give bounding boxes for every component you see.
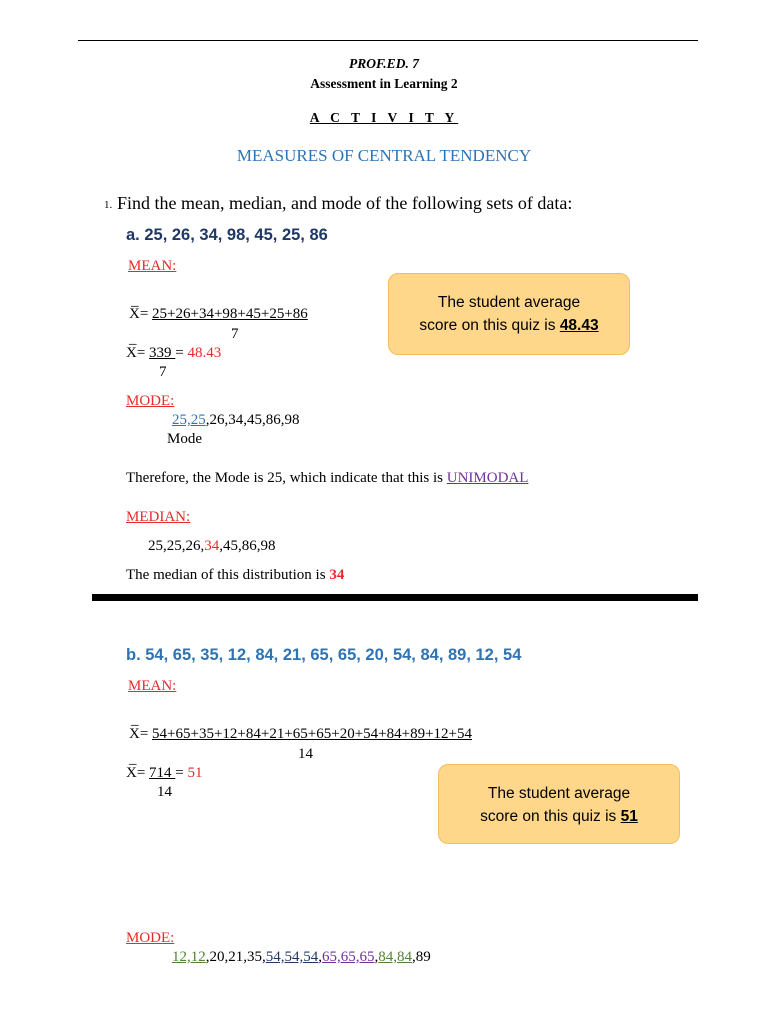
set-a-median-label: MEDIAN:	[126, 509, 191, 525]
set-a-median-result: 34	[329, 567, 345, 583]
set-b-note-score: 51	[620, 808, 638, 825]
set-b-xbar-bar2: _	[129, 751, 137, 767]
section-title: A C T I V I T Y	[309, 110, 459, 125]
set-b-formula-numerator: 54+65+35+12+84+21+65+65+20+54+84+89+12+54	[152, 726, 473, 742]
set-a-note-line2: score on this quiz is 48.43	[419, 317, 599, 334]
set-a-mean-result: X= 339 = 48.43	[126, 345, 222, 361]
set-a-result-numerator: 339	[149, 345, 176, 361]
set-b-mode-group-65: 65,65,65	[322, 949, 375, 965]
course-title: Assessment in Learning 2	[310, 76, 458, 91]
set-a-mode-label: MODE:	[126, 393, 175, 409]
question-number: 1.	[104, 199, 113, 211]
set-b-mean-formula: X= 54+65+35+12+84+21+65+65+20+54+84+89+12+54	[129, 726, 473, 742]
set-a-note-score: 48.43	[559, 317, 599, 334]
set-a-result-value: 48.43	[187, 345, 222, 361]
set-a-note-line1: The student average	[437, 294, 581, 311]
set-a-median-conclusion: The median of this distribution is 34	[126, 567, 345, 583]
set-a-xbar-bar: _	[131, 293, 139, 309]
set-b-note-line1: The student average	[487, 785, 631, 802]
set-a-average-note	[388, 273, 630, 355]
set-a-mode-highlight: 25,25	[172, 412, 206, 428]
set-a-label: a. 25, 26, 34, 98, 45, 25, 86	[126, 226, 328, 244]
set-b-mean-result: X= 714 = 51	[126, 765, 203, 781]
set-b-note-line2: score on this quiz is 51	[480, 808, 638, 825]
set-a-mean-label: MEAN:	[128, 258, 177, 274]
set-b-formula-denominator: 14	[298, 746, 313, 762]
course-code: PROF.ED. 7	[349, 56, 419, 71]
set-b-average-note	[438, 764, 680, 844]
set-a-xbar-bar2: _	[129, 331, 137, 347]
set-b-mode-group-12: 12,12	[172, 949, 206, 965]
set-a-mode-conclusion: Therefore, the Mode is 25, which indicate that this is UNIMODAL	[126, 470, 529, 486]
set-a-formula-numerator: 25+26+34+98+45+25+86	[152, 306, 308, 322]
set-b-result-numerator: 714	[149, 765, 176, 781]
set-a-mean-formula: X= 25+26+34+98+45+25+86	[129, 306, 308, 322]
set-b-result-value: 51	[187, 765, 203, 781]
set-a-median-value: 34	[204, 538, 220, 554]
set-a-result-denominator: 7	[159, 364, 167, 380]
set-a-median-data: 25,25,26,34,45,86,98	[148, 538, 276, 554]
set-b-xbar-bar: _	[131, 712, 139, 728]
set-b-mean-label: MEAN:	[128, 678, 177, 694]
set-b-mode-label: MODE:	[126, 930, 175, 946]
set-b-result-denominator: 14	[157, 784, 172, 800]
set-b-label: b. 54, 65, 35, 12, 84, 21, 65, 65, 20, 54, 84, 89, 12, 54	[126, 646, 522, 664]
set-a-formula-denominator: 7	[231, 326, 239, 342]
section-divider	[92, 594, 698, 601]
topic-heading: MEASURES OF CENTRAL TENDENCY	[236, 146, 532, 165]
question-text: Find the mean, median, and mode of the following sets of data:	[117, 193, 573, 213]
set-b-mode-group-54: 54,54,54	[265, 949, 319, 965]
set-a-mode-data: 25,25,26,34,45,86,98	[172, 412, 300, 428]
set-a-mode-type: UNIMODAL	[446, 470, 529, 486]
set-b-mode-group-84: 84,84	[378, 949, 412, 965]
top-rule	[78, 40, 698, 41]
set-a-mode-caption: Mode	[167, 431, 202, 447]
set-b-mode-data: 12,12,20,21,35,54,54,54,65,65,65,84,84,89	[172, 949, 431, 965]
